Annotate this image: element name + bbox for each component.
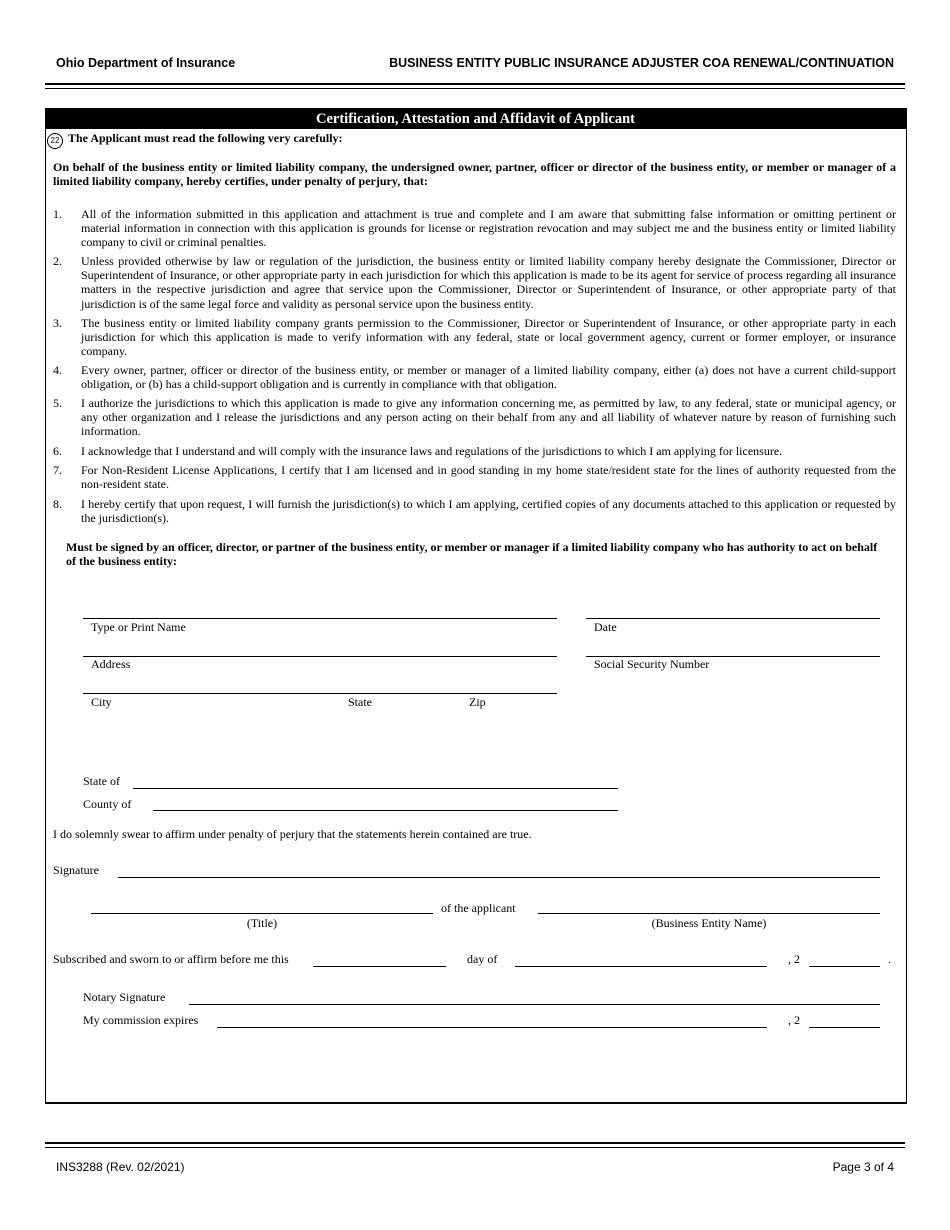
name-line[interactable] xyxy=(83,618,557,619)
city-label: City xyxy=(91,695,112,709)
commission-label: My commission expires xyxy=(83,1013,199,1027)
city-state-zip-line[interactable] xyxy=(83,693,557,694)
state-of-label: State of xyxy=(83,774,120,788)
sign-notice: Must be signed by an officer, director, or partner of the business entity, or member or manager if a limited liability company who has authority to act on behalf of the business entity: xyxy=(66,540,878,569)
item-number: 3. xyxy=(53,316,62,330)
item-text: Every owner, partner, officer or director of the business entity, or member or manager of a limited liability company, either (a) does not have a current child-support obligation, or (b) has a child-support obligation and is currently in compliance with that obligation. xyxy=(81,363,896,392)
footer-rule-1 xyxy=(45,1142,905,1144)
form-title: BUSINESS ENTITY PUBLIC INSURANCE ADJUSTER COA RENEWAL/CONTINUATION xyxy=(389,56,894,70)
state-of-line[interactable] xyxy=(133,788,618,789)
business-entity-name-line[interactable] xyxy=(538,913,880,914)
item-text: All of the information submitted in this application and attachment is true and complete and I am aware that submitting false information or omitting pertinent or material information in connection with this application is grounds for license or registration revocation and may subject me and the business entity or limited liability company to civil or criminal penalties. xyxy=(81,207,896,250)
notary-signature-label: Notary Signature xyxy=(83,990,166,1004)
county-of-label: County of xyxy=(83,797,132,811)
period-mark: . xyxy=(888,952,891,966)
item-text: Unless provided otherwise by law or regulation of the jurisdiction, the business entity or limited liability company hereby designate the Commissioner, Director or Superintendent of Insurance, or other appropriate party in each jurisdiction for which this application is made to be its agent for service of process regarding all insurance matters in the respective jurisdiction and agree that service upon the Commissioner, Director or Superintendent of Insurance, or other appropriate party of that jurisdiction is of the same legal force and validity as personal service upon the business entity. xyxy=(81,254,896,311)
item-text: The business entity or limited liability company grants permission to the Commissioner, Director or Superintendent of Insurance, or other appropriate party in each jurisdiction for which this application is made to verify information with any federal, state or local government agency, current or former employer, or insurance company. xyxy=(81,316,896,359)
item-number: 1. xyxy=(53,207,62,221)
item-text: I authorize the jurisdictions to which this application is made to give any information concerning me, as permitted by law, to any federal, state or municipal agency, or any other organization and I release the jurisdictions and any person acting on their behalf from any and all liability of whatever nature by reason of furnishing such information. xyxy=(81,396,896,439)
item-number: 5. xyxy=(53,396,62,410)
agency-name: Ohio Department of Insurance xyxy=(56,56,236,70)
date-line[interactable] xyxy=(586,618,880,619)
item-text: For Non-Resident License Applications, I certify that I am licensed and in good standing in my home state/resident state for the lines of authority requested from the non-resident state. xyxy=(81,463,896,492)
section-title: Certification, Attestation and Affidavit of Applicant xyxy=(45,108,906,129)
item-number: 8. xyxy=(53,497,62,511)
title-label: (Title) xyxy=(246,916,278,930)
name-label: Type or Print Name xyxy=(91,620,186,634)
commission-year-line[interactable] xyxy=(809,1027,880,1028)
county-of-line[interactable] xyxy=(153,810,618,811)
commission-year-prefix: , 2 xyxy=(788,1013,800,1027)
oath-text: I do solemnly swear to affirm under penalty of perjury that the statements herein contained are true. xyxy=(53,827,532,841)
header-rule-1 xyxy=(45,83,905,85)
item-text: I hereby certify that upon request, I will furnish the jurisdiction(s) to which I am applying, certified copies of any documents attached to this application or requested by the jurisdiction(s). xyxy=(81,497,896,526)
address-label: Address xyxy=(91,657,131,671)
commission-line[interactable] xyxy=(217,1027,767,1028)
item-number: 6. xyxy=(53,444,62,458)
year-line[interactable] xyxy=(809,966,880,967)
of-the-applicant-label: of the applicant xyxy=(441,901,516,915)
title-line[interactable] xyxy=(91,913,433,914)
signature-line[interactable] xyxy=(118,877,880,878)
item-number: 4. xyxy=(53,363,62,377)
item-number: 7. xyxy=(53,463,62,477)
business-entity-name-label: (Business Entity Name) xyxy=(651,916,767,930)
ssn-label: Social Security Number xyxy=(594,657,710,671)
form-number: INS3288 (Rev. 02/2021) xyxy=(56,1160,185,1174)
day-line[interactable] xyxy=(313,966,446,967)
zip-label: Zip xyxy=(469,695,486,709)
item-number: 2. xyxy=(53,254,62,268)
instruction-text: The Applicant must read the following very carefully: xyxy=(68,131,343,145)
subscribed-label: Subscribed and sworn to or affirm before me this xyxy=(53,952,289,966)
page-number: Page 3 of 4 xyxy=(832,1160,894,1174)
month-line[interactable] xyxy=(515,966,767,967)
day-of-label: day of xyxy=(467,952,498,966)
date-label: Date xyxy=(594,620,617,634)
section-number-badge: 22 xyxy=(47,133,63,149)
address-line[interactable] xyxy=(83,656,557,657)
signature-label: Signature xyxy=(53,863,99,877)
header-rule-2 xyxy=(45,88,905,89)
item-text: I acknowledge that I understand and will comply with the insurance laws and regulations of the jurisdictions to which I am applying for licensure. xyxy=(81,444,783,458)
state-label: State xyxy=(348,695,372,709)
footer-rule-2 xyxy=(45,1147,905,1148)
year-prefix-label: , 2 xyxy=(788,952,800,966)
notary-signature-line[interactable] xyxy=(189,1004,880,1005)
intro-text: On behalf of the business entity or limited liability company, the undersigned owner, partner, officer or director of the business entity, or member or manager of a limited liability company, hereby certifies, under penalty of perjury, that: xyxy=(53,160,896,189)
